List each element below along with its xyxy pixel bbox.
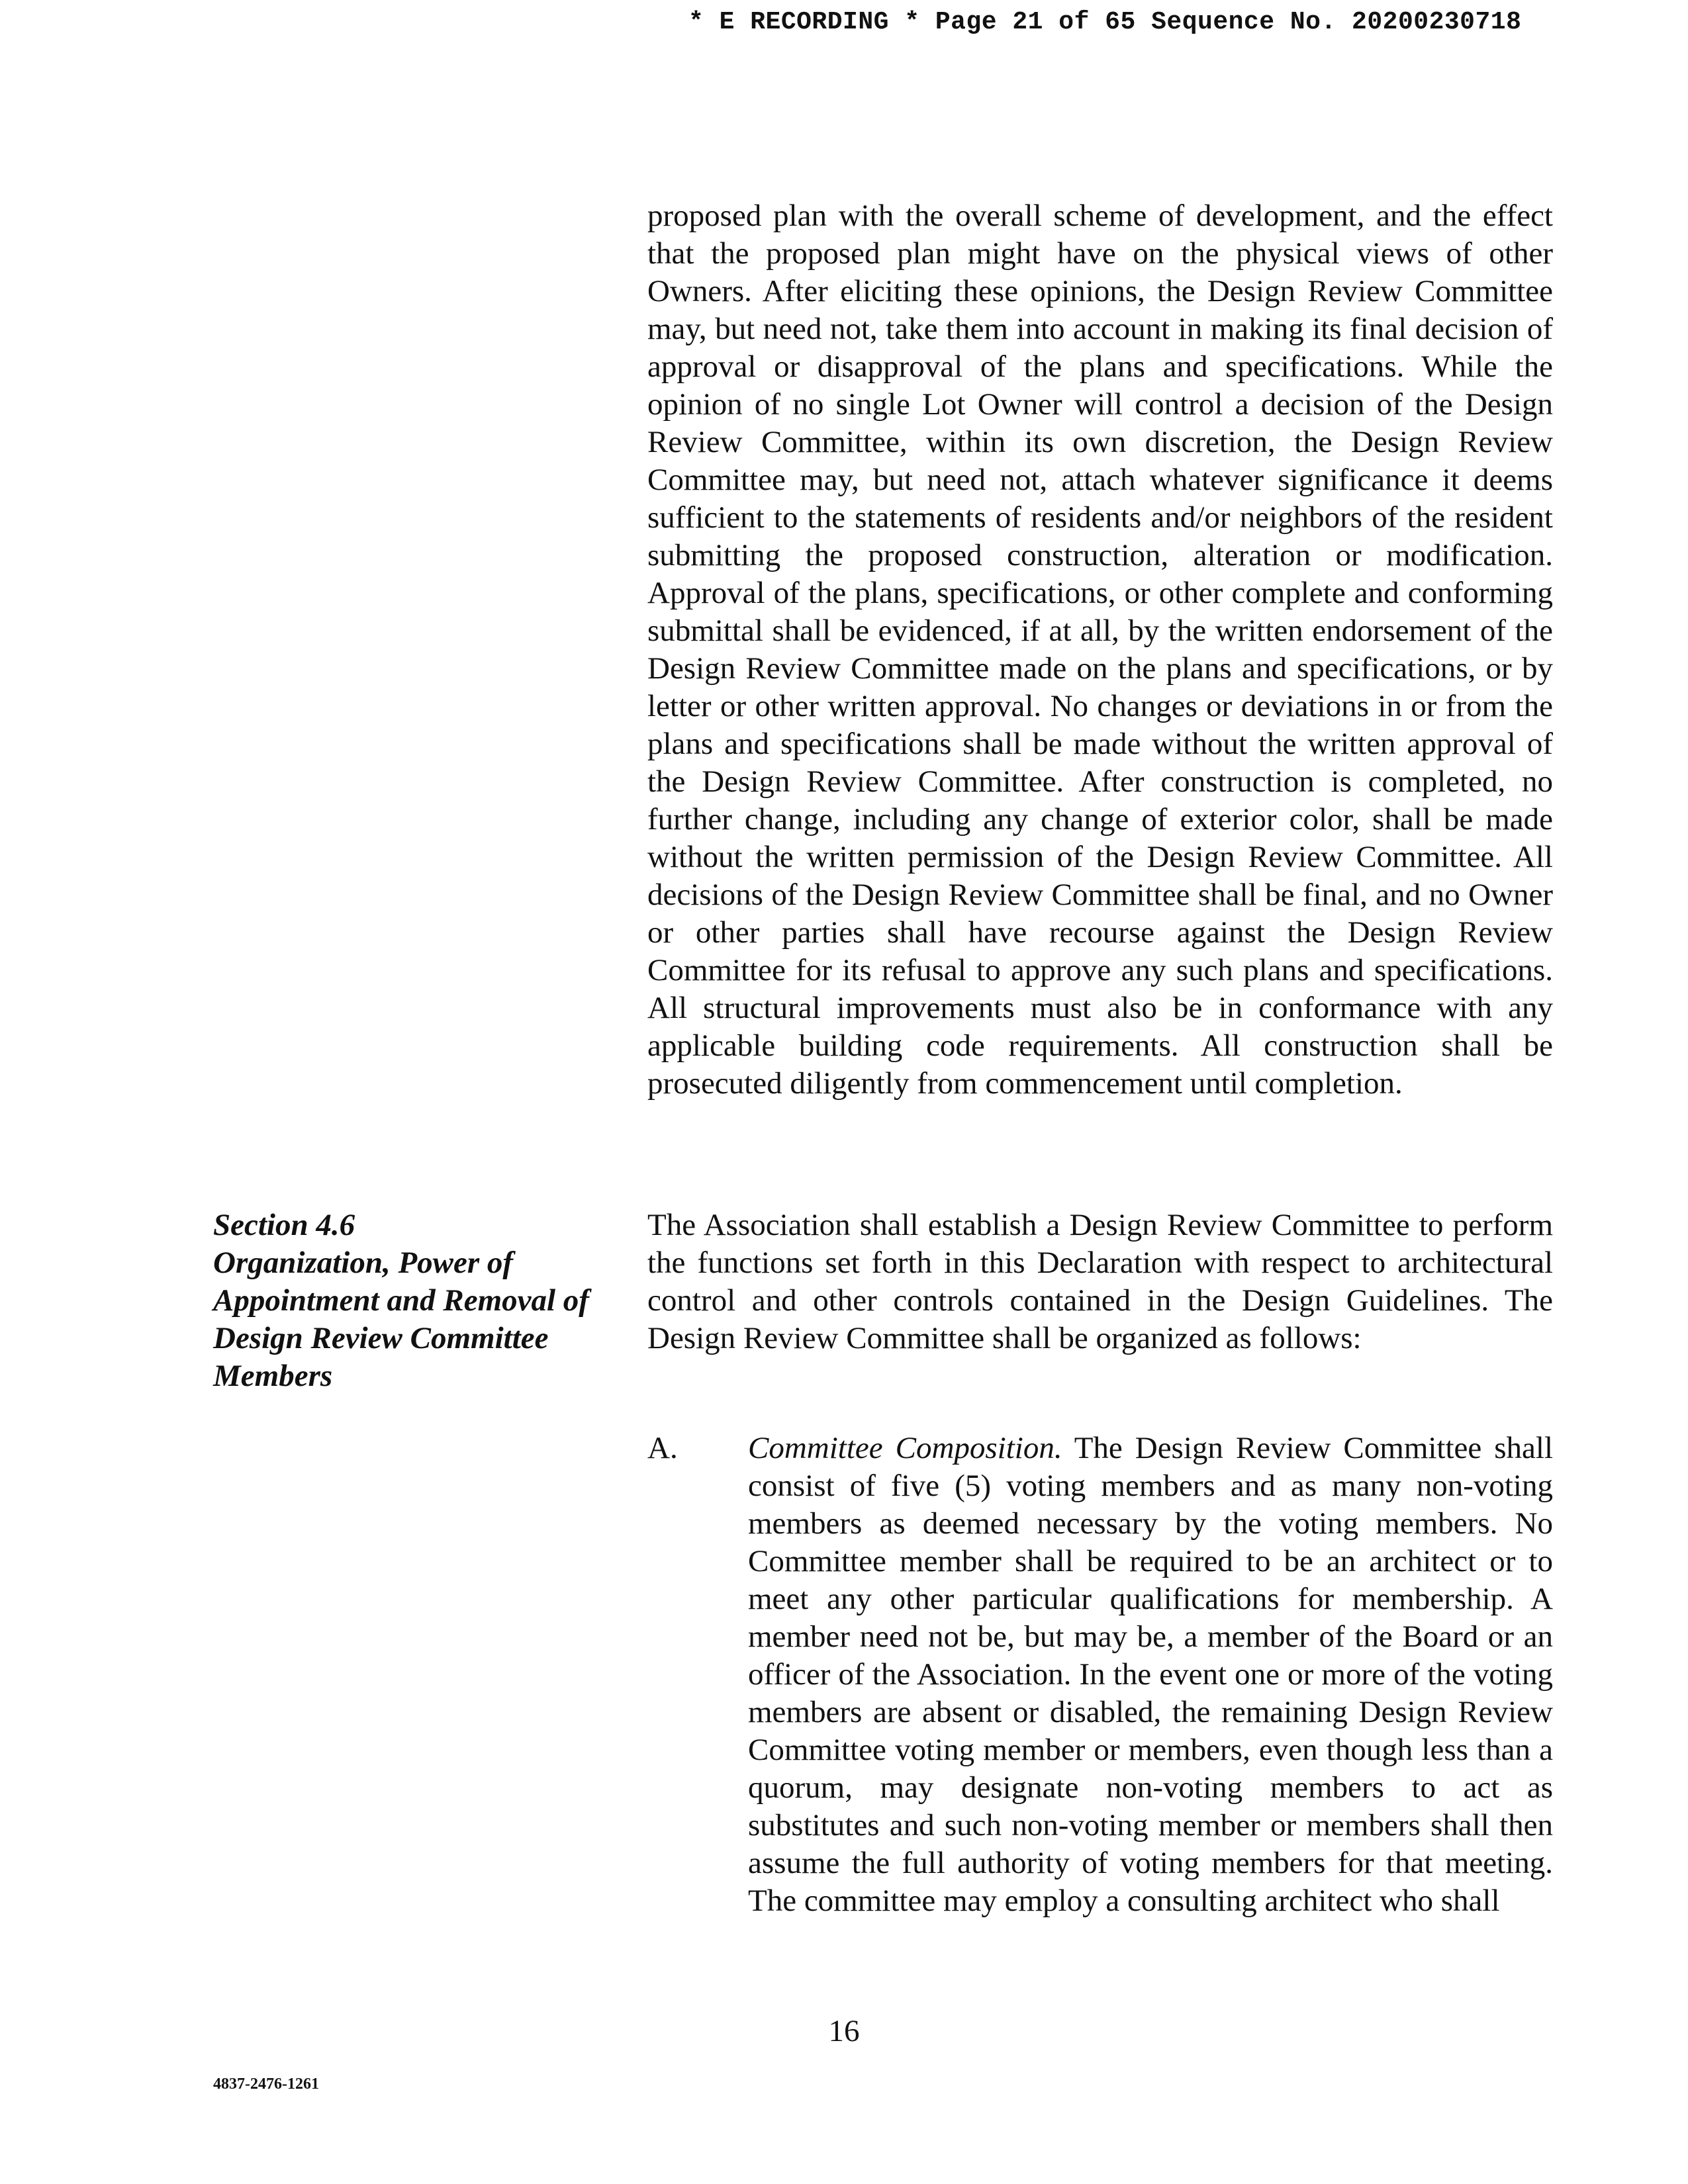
section-heading-line-2: Organization, Power of	[213, 1246, 514, 1280]
paragraph-design-review-approval: proposed plan with the overall scheme of development, and the effect that the proposed plan might have on the physical views of other Owners. After eliciting these opinions, the Design Review Committee may, but need not, take them into account in making its final decision of approval or disapproval of the plans and specifications. While the opinion of no single Lot Owner will control a decision of the Design Review Committee, within its own discretion, the Design Review Committee may, but need not, attach whatever significance it deems sufficient to the statements of residents and/or neighbors of the resident submitting the proposed construction, alteration or modification. Approval of the plans, specifications, or other complete and conforming submittal shall be evidenced, if at all, by the written endorsement of the Design Review Committee made on the plans and specifications, or by letter or other written approval. No changes or deviations in or from the plans and specifications shall be made without the written approval of the Design Review Committee. After construction is completed, no further change, including any change of exterior color, shall be made without the written permission of the Design Review Committee. All decisions of the Design Review Committee shall be final, and no Owner or other parties shall have recourse against the Design Review Committee for its refusal to approve any such plans and specifications. All structural improvements must also be in conformance with any applicable building code requirements. All construction shall be prosecuted diligently from commencement until completion.	[647, 199, 1553, 1101]
list-item-a	[647, 1430, 1553, 1920]
section-heading-line-5: Members	[213, 1359, 333, 1393]
recording-header: * E RECORDING * Page 21 of 65 Sequence No. 20200230718	[688, 8, 1522, 36]
section-heading-line-4: Design Review Committee	[213, 1321, 549, 1355]
section-heading	[213, 1206, 637, 1395]
document-id: 4837-2476-1261	[213, 2075, 319, 2093]
section-heading-line-1: Section 4.6	[213, 1208, 355, 1242]
list-item-body	[748, 1430, 1553, 1920]
page-number: 16	[828, 2014, 860, 2048]
list-item-text: The Design Review Committee shall consist of five (5) voting members and as many non-voting members as deemed necessary by the voting members. No Committee member shall be required to be an architect or to meet any other particular qualifications for membership. A member need not be, but may be, a member of the Board or an officer of the Association. In the event one or more of the voting members are absent or disabled, the remaining Design Review Committee voting member or members, even though less than a quorum, may designate non-voting members to act as substitutes and such non-voting member or members shall then assume the full authority of voting members for that meeting. The committee may employ a consulting architect who shall	[748, 1431, 1553, 1918]
list-item-title: Committee Composition.	[748, 1431, 1062, 1465]
section-intro-paragraph: The Association shall establish a Design Review Committee to perform the functions set forth in this Declaration with respect to architectural control and other controls contained in the Design Guidelines. The Design Review Committee shall be organized as follows:	[647, 1208, 1553, 1355]
list-item-marker: A.	[647, 1431, 678, 1465]
section-heading-line-3: Appointment and Removal of	[213, 1283, 589, 1318]
